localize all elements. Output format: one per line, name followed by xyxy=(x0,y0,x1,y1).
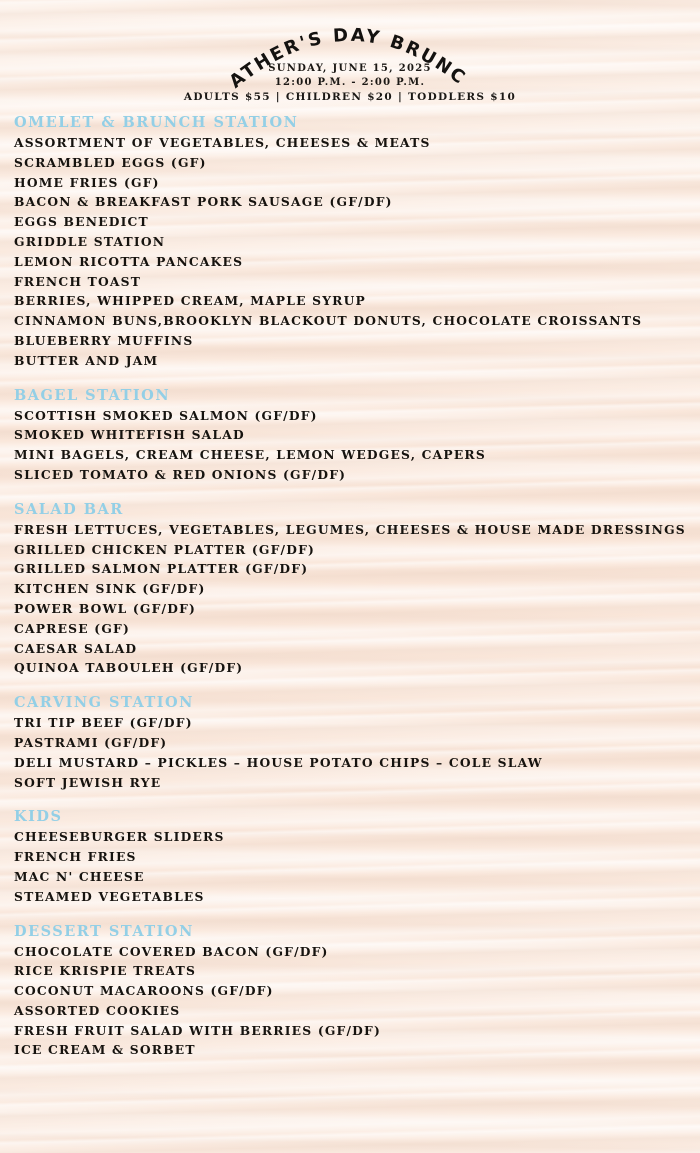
menu-item: SCOTTISH SMOKED SALMON (GF/DF) xyxy=(14,407,318,423)
menu-item: SLICED TOMATO & RED ONIONS (GF/DF) xyxy=(14,466,347,482)
menu-section xyxy=(14,806,694,906)
menu-item: HOME FRIES (GF) xyxy=(14,174,160,190)
event-title: FATHER'S DAY BRUNCH xyxy=(211,0,471,93)
menu-item: SOFT JEWISH RYE xyxy=(14,774,162,790)
menu-item: MAC N' CHEESE xyxy=(14,868,145,884)
section-title: KIDS xyxy=(14,808,63,826)
section-title: OMELET & BRUNCH STATION xyxy=(14,114,299,131)
event-time: 12:00 P.M. - 2:00 P.M. xyxy=(274,77,426,88)
menu-item: MINI BAGELS, CREAM CHEESE, LEMON WEDGES, CAPERS xyxy=(14,447,486,463)
menu-section xyxy=(14,692,694,792)
event-prices: ADULTS $55 | CHILDREN $20 | TODDLERS $10 xyxy=(183,91,517,103)
menu-item: BLUEBERRY MUFFINS xyxy=(14,332,194,348)
section-title: BAGEL STATION xyxy=(14,386,171,404)
menu-section xyxy=(14,385,694,485)
menu-section xyxy=(14,499,694,678)
menu-item: ASSORTMENT OF VEGETABLES, CHEESES & MEATS xyxy=(14,135,431,150)
section-title: DESSERT STATION xyxy=(14,922,194,940)
menu-item: KITCHEN SINK (GF/DF) xyxy=(14,581,206,597)
menu-item: FRESH LETTUCES, VEGETABLES, LEGUMES, CHEESES & HOUSE MADE DRESSINGS xyxy=(14,521,686,537)
menu-item: BACON & BREAKFAST PORK SAUSAGE (GF/DF) xyxy=(14,194,393,210)
menu-item: CHEESEBURGER SLIDERS xyxy=(14,829,225,845)
menu-item: FRENCH TOAST xyxy=(14,273,142,289)
menu-item: QUINOA TABOULEH (GF/DF) xyxy=(14,660,244,676)
menu-item: BERRIES, WHIPPED CREAM, MAPLE SYRUP xyxy=(14,293,366,309)
menu-item: FRENCH FRIES xyxy=(14,849,137,865)
menu-item: GRIDDLE STATION xyxy=(14,233,166,249)
menu-item: SMOKED WHITEFISH SALAD xyxy=(14,427,245,443)
menu-item: CAPRESE (GF) xyxy=(14,620,130,636)
menu-item: CHOCOLATE COVERED BACON (GF/DF) xyxy=(14,943,329,959)
menu-item: FRESH FRUIT SALAD WITH BERRIES (GF/DF) xyxy=(14,1022,381,1038)
menu-item: DELI MUSTARD – PICKLES – HOUSE POTATO CHIPS – COLE SLAW xyxy=(14,754,543,770)
menu-item: RICE KRISPIE TREATS xyxy=(14,963,197,979)
menu-item: ICE CREAM & SORBET xyxy=(14,1042,196,1058)
section-title: SALAD BAR xyxy=(14,500,124,518)
menu-section xyxy=(14,921,694,1061)
menu-header xyxy=(0,0,700,110)
menu-item: CAESAR SALAD xyxy=(14,640,138,656)
menu-item: ASSORTED COOKIES xyxy=(14,1002,181,1018)
menu-item: EGGS BENEDICT xyxy=(14,214,149,230)
menu-item: COCONUT MACAROONS (GF/DF) xyxy=(14,983,274,999)
menu-item: CINNAMON BUNS,BROOKLYN BLACKOUT DONUTS, CHOCOLATE CROISSANTS xyxy=(14,313,643,329)
menu-item: GRILLED CHICKEN PLATTER (GF/DF) xyxy=(14,541,316,557)
section-title: CARVING STATION xyxy=(14,694,194,712)
menu-item: LEMON RICOTTA PANCAKES xyxy=(14,253,244,269)
menu-item: TRI TIP BEEF (GF/DF) xyxy=(14,715,193,731)
menu-item: GRILLED SALMON PLATTER (GF/DF) xyxy=(14,561,309,577)
menu-sections xyxy=(14,112,694,1074)
event-date: SUNDAY, JUNE 15, 2025 xyxy=(268,63,432,74)
menu-item: POWER BOWL (GF/DF) xyxy=(14,600,197,616)
menu-item: PASTRAMI (GF/DF) xyxy=(14,734,168,750)
menu-item: BUTTER AND JAM xyxy=(14,352,159,368)
menu-section xyxy=(14,112,694,371)
menu-item: SCRAMBLED EGGS (GF) xyxy=(14,154,207,170)
menu-item: STEAMED VEGETABLES xyxy=(14,888,205,904)
